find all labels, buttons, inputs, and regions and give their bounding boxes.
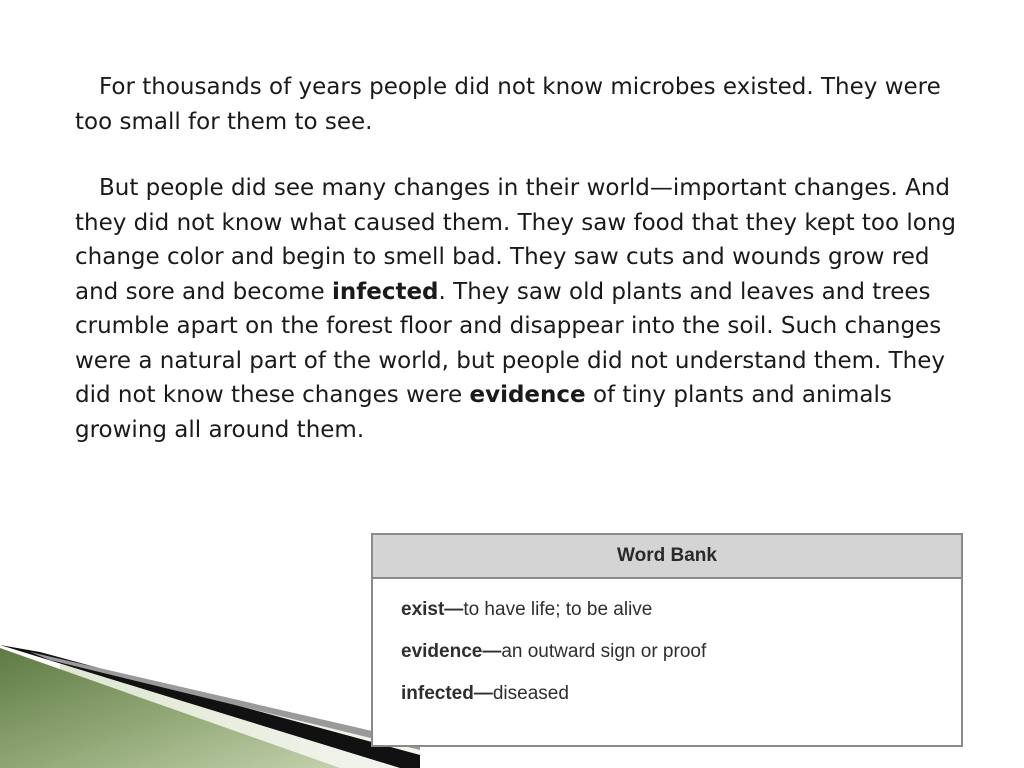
word-bank-entry (401, 683, 961, 725)
word-bank-box (371, 533, 963, 747)
passage-p2-text-3: of tiny plants and animals growing all around them. (75, 382, 892, 443)
vocab-infected: infected (331, 278, 439, 305)
word-bank-definition: to have life; to be alive (463, 599, 653, 620)
decor-green-band (0, 648, 340, 768)
passage-p2-text-2: . They saw old plants and leaves and trees crumble apart on the forest floor and disappear into the soil. Such changes were a natural part of the world, but people did not understand them. They did not know these changes were (75, 278, 946, 408)
vocab-evidence: evidence (469, 382, 586, 408)
word-bank-entry (401, 641, 961, 683)
word-bank-definition: an outward sign or proof (501, 641, 707, 662)
word-bank-list (373, 579, 961, 725)
word-bank-title: Word Bank (373, 535, 961, 579)
word-bank-term: infected— (401, 683, 493, 704)
word-bank-entry (401, 599, 961, 641)
passage-paragraph-1 (75, 70, 965, 139)
word-bank-term: evidence— (401, 641, 502, 662)
passage-p2-text-1: But people did see many changes in their world—important changes. And they did not know what caused them. They saw food that they kept too long change color and begin to smell bad. They saw cuts and wounds grow red and sore and become (75, 175, 957, 305)
passage-p1-text: For thousands of years people did not know microbes existed. They were too small for them to see. (75, 74, 941, 135)
word-bank-definition: diseased (492, 683, 569, 704)
passage-paragraph-2 (75, 171, 965, 447)
word-bank-term: exist— (401, 599, 464, 620)
passage (75, 70, 965, 479)
